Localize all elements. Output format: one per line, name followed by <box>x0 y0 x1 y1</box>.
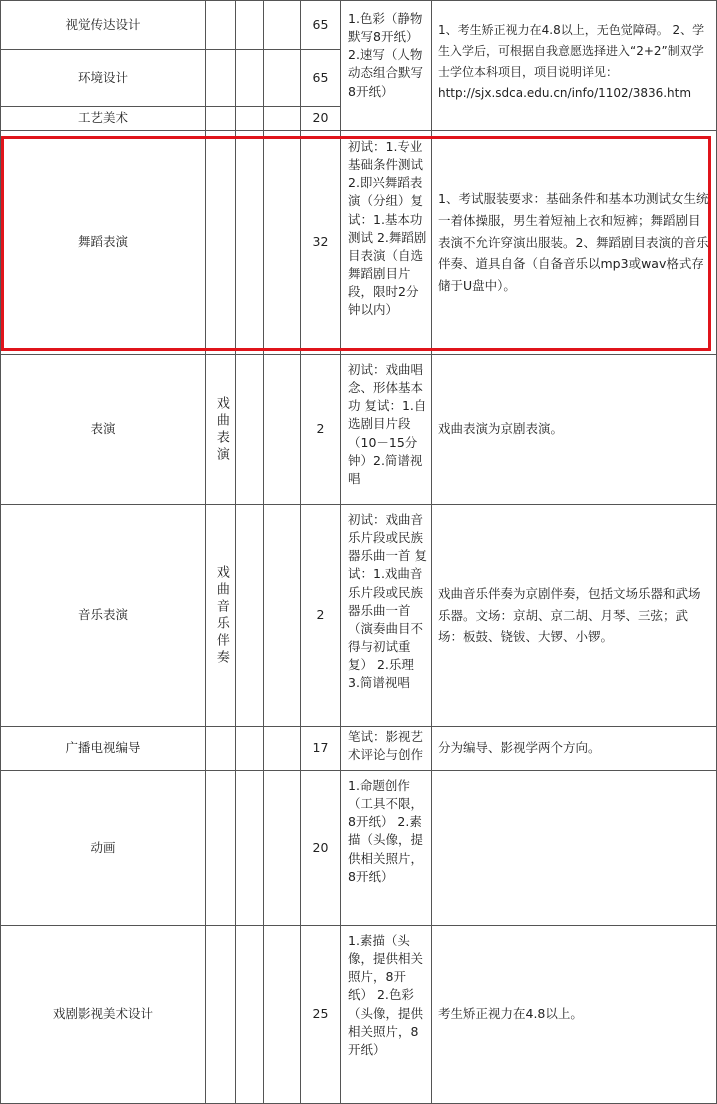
exam-content: 笔试：影视艺术评论与创作 <box>348 729 424 763</box>
remarks: 戏曲表演为京剧表演。 <box>438 421 564 437</box>
major-name: 广播电视编导 <box>65 740 141 756</box>
col-divider <box>263 0 264 1104</box>
enrollment-count: 32 <box>312 234 329 250</box>
remarks <box>432 771 716 925</box>
exam-content: 初试：1.专业基础条件测试 2.即兴舞蹈表演（分组）复试：1.基本功测试 2.舞蹈剧目表演（自选舞蹈剧目片段，限时2分钟以内） <box>348 139 427 318</box>
enrollment-count: 65 <box>312 69 329 85</box>
exam-content: 1.素描（头像，提供相关照片，8开纸） 2.色彩（头像，提供相关照片，8开纸） <box>348 933 424 1057</box>
enrollment-count: 65 <box>312 16 329 32</box>
remarks: 考生矫正视力在4.8以上。 <box>438 1006 583 1022</box>
remarks: 1、考生矫正视力在4.8以上，无色觉障碍。 2、学生入学后，可根据自我意愿选择进入“2+2”制双学士学位本科项目，项目说明详见：http://sjx.sdca.edu.cn/info/1102/3836.htm <box>438 23 705 100</box>
exam-content: 1.命题创作（工具不限，8开纸） 2.素描（头像，提供相关照片，8开纸） <box>348 778 424 884</box>
sub-direction: 戏曲表演 <box>213 395 229 464</box>
major-name: 视觉传达设计 <box>65 16 141 32</box>
enrollment-count: 20 <box>312 110 329 126</box>
sub-direction: 戏曲音乐伴奏 <box>213 564 229 667</box>
remarks: 分为编导、影视学两个方向。 <box>438 740 601 756</box>
remarks: 戏曲音乐伴奏为京剧伴奏，包括文场乐器和武场乐器。文场：京胡、京二胡、月琴、三弦；武场：板鼓、铙钹、大锣、小锣。 <box>438 585 701 645</box>
major-name: 舞蹈表演 <box>77 234 128 250</box>
enrollment-count: 2 <box>316 607 325 623</box>
enrollment-count: 25 <box>312 1006 329 1022</box>
enrollment-count: 17 <box>312 740 329 756</box>
major-name: 环境设计 <box>77 69 128 85</box>
major-name: 戏剧影视美术设计 <box>52 1006 153 1022</box>
major-name: 音乐表演 <box>77 607 128 623</box>
col-divider <box>235 0 236 1104</box>
major-name: 表演 <box>90 421 116 437</box>
exam-content: 初试：戏曲唱念、形体基本功 复试：1.自选剧目片段（10－15分钟）2.简谱视唱 <box>348 362 427 486</box>
exam-content: 1.色彩（静物默写8开纸） 2.速写（人物动态组合默写8开纸） <box>348 11 424 99</box>
major-name: 动画 <box>90 839 116 855</box>
remarks: 1、考试服装要求：基础条件和基本功测试女生统一着体操服，男生着短袖上衣和短裤；舞蹈剧目表演不允许穿演出服装。2、舞蹈剧目表演的音乐伴奏、道具自备（自备音乐以mp3或wav格式存储于U盘中）。 <box>438 190 709 294</box>
enrollment-count: 20 <box>312 839 329 855</box>
exam-content: 初试：戏曲音乐片段或民族器乐曲一首 复试：1.戏曲音乐片段或民族器乐曲一首（演奏曲目不得与初试重复） 2.乐理 3.简谱视唱 <box>348 512 427 691</box>
major-name: 工艺美术 <box>77 110 128 126</box>
enrollment-count: 2 <box>316 421 325 437</box>
